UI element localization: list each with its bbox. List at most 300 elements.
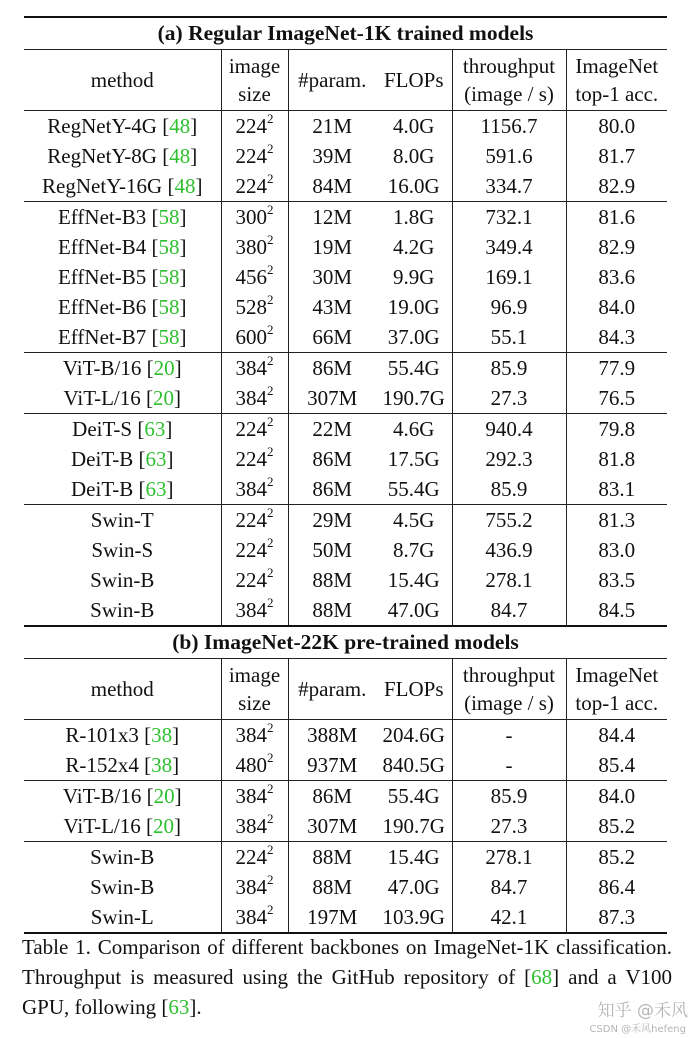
image-size-exponent: 2 — [267, 383, 274, 398]
table-row — [24, 595, 667, 626]
params-cell: 88M — [312, 598, 353, 622]
throughput-cell: 169.1 — [452, 262, 566, 292]
params-cell: 307M — [307, 386, 358, 410]
method-cell: EffNet-B6 [58] — [24, 292, 221, 322]
flops-cell: 15.4G — [376, 565, 452, 595]
header-top1-line1: ImageNet — [575, 54, 659, 78]
params-cell: 22M — [288, 414, 376, 445]
method-name: ViT-B/16 — [62, 784, 142, 808]
caption-text-2: ] and a V100 GPU, following [ — [22, 965, 672, 1019]
image-size-value: 224 — [235, 114, 267, 138]
header-params-line1: #param. — [298, 677, 367, 701]
flops-cell: 103.9G — [376, 902, 452, 933]
flops-cell: 4.5G — [376, 505, 452, 536]
section-title-row — [24, 17, 667, 50]
top1-cell: 85.4 — [598, 753, 636, 777]
image-size-cell — [221, 444, 288, 474]
throughput-cell: 85.9 — [452, 781, 566, 812]
image-size-value: 384 — [235, 598, 267, 622]
image-size-cell — [221, 414, 288, 445]
image-size-value: 384 — [235, 477, 267, 501]
image-size-exponent: 2 — [267, 171, 274, 186]
method-cell: EffNet-B3 [58] — [24, 202, 221, 233]
image-size-value: 600 — [235, 325, 267, 349]
top1-cell: 84.0 — [566, 781, 667, 812]
method-name: EffNet-B6 — [57, 295, 147, 319]
throughput-cell: 292.3 — [452, 444, 566, 474]
throughput-cell: 85.9 — [452, 353, 566, 384]
image-size-value: 384 — [235, 356, 267, 380]
image-size-cell — [221, 383, 288, 414]
table-row — [24, 505, 667, 536]
method-name: RegNetY-4G — [47, 114, 157, 138]
method-cell — [24, 595, 221, 626]
method-cell: ViT-L/16 [20] — [24, 811, 221, 842]
top1-cell: 82.9 — [598, 235, 636, 259]
header-throughput — [452, 50, 566, 111]
top1-cell: 77.9 — [566, 353, 667, 384]
section-title: (a) Regular ImageNet-1K trained models — [24, 17, 667, 50]
table-row — [24, 535, 667, 565]
top1-cell: 76.5 — [598, 386, 636, 410]
params-cell: 937M — [307, 753, 358, 777]
params-cell: 88M — [312, 568, 353, 592]
header-flops — [376, 50, 452, 111]
params-cell: 88M — [312, 875, 353, 899]
method-cell: RegNetY-8G [48] — [24, 141, 221, 171]
throughput-cell: 334.7 — [452, 171, 566, 202]
header-method: method — [24, 50, 221, 111]
throughput-cell: 84.7 — [452, 872, 566, 902]
top1-cell: 81.3 — [566, 505, 667, 536]
image-size-exponent: 2 — [267, 414, 274, 429]
method-cell: RegNetY-4G [48] — [24, 111, 221, 142]
method-cell: ViT-L/16 [20] — [24, 383, 221, 414]
method-cell: DeiT-S [63] — [24, 414, 221, 445]
caption-citation-1[interactable]: 68 — [531, 965, 553, 989]
header-throughput-line2: (image / s) — [464, 82, 554, 106]
image-size-exponent: 2 — [267, 292, 274, 307]
top1-cell: 83.6 — [598, 265, 636, 289]
table-row — [24, 444, 667, 474]
image-size-exponent: 2 — [267, 872, 274, 887]
method-cell — [24, 842, 221, 873]
citation-link[interactable]: 38 — [151, 723, 173, 747]
table-row — [24, 322, 667, 353]
table-row — [24, 171, 667, 202]
image-size-exponent: 2 — [267, 444, 274, 459]
top1-cell: 83.0 — [598, 538, 636, 562]
top1-cell: 86.4 — [598, 875, 636, 899]
params-cell: 12M — [288, 202, 376, 233]
top1-cell: 84.0 — [598, 295, 636, 319]
flops-cell: 16.0G — [376, 171, 452, 202]
section-title: (b) ImageNet-22K pre-trained models — [24, 626, 667, 659]
flops-cell: 190.7G — [376, 811, 452, 842]
method-cell — [24, 872, 221, 902]
image-size-value: 384 — [235, 905, 267, 929]
citation-link[interactable]: 58 — [158, 265, 180, 289]
flops-cell: 47.0G — [376, 595, 452, 626]
image-size-value: 224 — [235, 568, 267, 592]
flops-cell: 55.4G — [376, 474, 452, 505]
image-size-cell — [221, 781, 288, 812]
citation-link[interactable]: 20 — [153, 814, 175, 838]
image-size-cell — [221, 232, 288, 262]
params-cell: 39M — [312, 144, 353, 168]
method-cell: R-101x3 [38] — [24, 720, 221, 751]
image-size-exponent: 2 — [267, 322, 274, 337]
image-size-cell — [221, 171, 288, 202]
throughput-cell: 278.1 — [452, 842, 566, 873]
throughput-cell: 349.4 — [452, 232, 566, 262]
flops-cell: 55.4G — [376, 353, 452, 384]
image-size-value: 380 — [235, 235, 267, 259]
method-cell — [24, 535, 221, 565]
citation-link[interactable]: 20 — [153, 784, 175, 808]
method-cell — [24, 505, 221, 536]
image-size-exponent: 2 — [267, 262, 274, 277]
top1-cell: 85.2 — [598, 814, 636, 838]
params-cell: 86M — [312, 447, 353, 471]
method-name: Swin-S — [91, 538, 154, 562]
header-flops-line1: FLOPs — [383, 677, 444, 701]
method-cell: DeiT-B [63] — [24, 444, 221, 474]
caption-text-1: Table 1. Comparison of different backbones on ImageNet-1K classification. Throughput is measured using the GitHub repository of [ — [22, 935, 672, 989]
flops-cell: 840.5G — [376, 750, 452, 781]
header-throughput — [452, 659, 566, 720]
image-size-exponent: 2 — [267, 811, 274, 826]
image-size-exponent: 2 — [267, 474, 274, 489]
method-cell: EffNet-B7 [58] — [24, 322, 221, 353]
header-top1-line1: ImageNet — [575, 663, 659, 687]
image-size-cell — [221, 872, 288, 902]
image-size-exponent: 2 — [267, 781, 274, 796]
params-cell: 50M — [312, 538, 353, 562]
throughput-cell: 436.9 — [452, 535, 566, 565]
flops-cell: 190.7G — [376, 383, 452, 414]
params-cell: 43M — [312, 295, 353, 319]
header-top1 — [566, 659, 667, 720]
image-size-value: 224 — [235, 417, 267, 441]
section-title-row — [24, 626, 667, 659]
header-image-size-line1: image — [228, 54, 281, 78]
citation-link[interactable]: 38 — [151, 753, 173, 777]
header-image-size — [221, 659, 288, 720]
method-name: RegNetY-8G — [47, 144, 157, 168]
flops-cell: 204.6G — [376, 720, 452, 751]
table-caption — [22, 932, 672, 1022]
image-size-cell — [221, 842, 288, 873]
image-size-cell — [221, 811, 288, 842]
citation-link[interactable]: 63 — [144, 417, 166, 441]
table-row — [24, 262, 667, 292]
citation-link[interactable]: 58 — [158, 205, 180, 229]
params-cell: 84M — [312, 174, 353, 198]
image-size-exponent: 2 — [267, 202, 274, 217]
image-size-value: 224 — [235, 144, 267, 168]
params-cell: 30M — [312, 265, 353, 289]
method-name: Swin-B — [90, 875, 155, 899]
throughput-cell: 1156.7 — [452, 111, 566, 142]
top1-cell: 87.3 — [566, 902, 667, 933]
throughput-cell: 27.3 — [452, 811, 566, 842]
table-row — [24, 353, 667, 384]
image-size-value: 224 — [235, 845, 267, 869]
citation-link[interactable]: 48 — [174, 174, 196, 198]
citation-link[interactable]: 48 — [169, 144, 191, 168]
throughput-cell: - — [452, 750, 566, 781]
throughput-cell: 278.1 — [452, 565, 566, 595]
image-size-exponent: 2 — [267, 720, 274, 735]
throughput-cell: 591.6 — [452, 141, 566, 171]
method-name: Swin-T — [90, 508, 154, 532]
image-size-cell — [221, 505, 288, 536]
flops-cell: 4.2G — [376, 232, 452, 262]
throughput-cell: 755.2 — [452, 505, 566, 536]
table-row — [24, 232, 667, 262]
image-size-cell — [221, 262, 288, 292]
citation-link[interactable]: 58 — [158, 295, 180, 319]
header-image-size-line2: size — [238, 82, 271, 106]
citation-link[interactable]: 58 — [158, 235, 180, 259]
top1-cell: 80.0 — [598, 114, 636, 138]
params-cell: 19M — [312, 235, 353, 259]
image-size-cell — [221, 202, 288, 233]
table-row — [24, 141, 667, 171]
image-size-value: 300 — [235, 205, 267, 229]
method-name: ViT-L/16 — [63, 814, 141, 838]
method-name: DeiT-S — [72, 417, 133, 441]
header-flops-line1: FLOPs — [383, 68, 444, 92]
table-row — [24, 842, 667, 873]
throughput-cell: 55.1 — [452, 322, 566, 353]
watermark-csdn: CSDN @禾风hefeng — [589, 1024, 686, 1035]
method-cell: EffNet-B4 [58] — [24, 232, 221, 262]
image-size-cell — [221, 565, 288, 595]
citation-link[interactable]: 48 — [169, 114, 191, 138]
header-top1-line2: top-1 acc. — [575, 691, 659, 715]
method-name: Swin-B — [90, 568, 155, 592]
image-size-exponent: 2 — [267, 505, 274, 520]
throughput-cell: 940.4 — [452, 414, 566, 445]
flops-cell: 47.0G — [376, 872, 452, 902]
method-cell — [24, 902, 221, 933]
image-size-value: 456 — [235, 265, 267, 289]
caption-citation-2[interactable]: 63 — [168, 995, 190, 1019]
params-cell: 86M — [312, 477, 353, 501]
params-cell: 88M — [288, 842, 376, 873]
top1-cell: 82.9 — [598, 174, 636, 198]
method-cell: EffNet-B5 [58] — [24, 262, 221, 292]
method-name: EffNet-B7 — [57, 325, 147, 349]
table-row — [24, 872, 667, 902]
image-size-exponent: 2 — [267, 565, 274, 580]
flops-cell: 9.9G — [376, 262, 452, 292]
params-cell: 21M — [312, 114, 353, 138]
caption-text-3: ]. — [189, 995, 202, 1019]
comparison-table — [24, 16, 667, 934]
header-throughput-line1: throughput — [462, 663, 556, 687]
header-params — [288, 50, 376, 111]
throughput-cell: 85.9 — [452, 474, 566, 505]
table-row — [24, 292, 667, 322]
header-params — [288, 659, 376, 720]
params-cell: 86M — [288, 353, 376, 384]
throughput-cell: - — [452, 720, 566, 751]
top1-cell: 85.2 — [566, 842, 667, 873]
image-size-cell — [221, 292, 288, 322]
citation-link[interactable]: 63 — [145, 477, 167, 501]
top1-cell: 84.5 — [598, 598, 636, 622]
header-method: method — [24, 659, 221, 720]
method-name: R-101x3 — [65, 723, 139, 747]
image-size-exponent: 2 — [267, 902, 274, 917]
method-name: R-152x4 — [65, 753, 139, 777]
table-row — [24, 720, 667, 751]
citation-link[interactable]: 63 — [145, 447, 167, 471]
header-image-size-line1: image — [228, 663, 281, 687]
method-cell: ViT-B/16 [20] — [24, 781, 221, 812]
image-size-cell — [221, 750, 288, 781]
image-size-exponent: 2 — [267, 595, 274, 610]
throughput-cell: 732.1 — [452, 202, 566, 233]
table-row — [24, 750, 667, 781]
top1-cell: 81.7 — [598, 144, 636, 168]
flops-cell: 1.8G — [376, 202, 452, 233]
citation-link[interactable]: 58 — [158, 325, 180, 349]
image-size-exponent: 2 — [267, 141, 274, 156]
header-image-size — [221, 50, 288, 111]
image-size-value: 224 — [235, 508, 267, 532]
image-size-value: 384 — [235, 723, 267, 747]
method-name: RegNetY-16G — [42, 174, 163, 198]
flops-cell: 19.0G — [376, 292, 452, 322]
image-size-exponent: 2 — [267, 111, 274, 126]
image-size-exponent: 2 — [267, 750, 274, 765]
throughput-cell: 27.3 — [452, 383, 566, 414]
table-row — [24, 781, 667, 812]
image-size-value: 480 — [235, 753, 267, 777]
citation-link[interactable]: 20 — [153, 356, 175, 380]
image-size-cell — [221, 535, 288, 565]
method-name: DeiT-B — [71, 477, 134, 501]
table-row — [24, 565, 667, 595]
throughput-cell: 42.1 — [452, 902, 566, 933]
flops-cell: 15.4G — [376, 842, 452, 873]
image-size-value: 224 — [235, 447, 267, 471]
image-size-cell — [221, 322, 288, 353]
table-row — [24, 902, 667, 933]
image-size-value: 384 — [235, 784, 267, 808]
top1-cell: 81.8 — [598, 447, 636, 471]
flops-cell: 8.7G — [376, 535, 452, 565]
method-name: ViT-L/16 — [63, 386, 141, 410]
top1-cell: 83.5 — [598, 568, 636, 592]
method-name: DeiT-B — [71, 447, 134, 471]
params-cell: 66M — [312, 325, 353, 349]
table-row — [24, 811, 667, 842]
column-header-row — [24, 659, 667, 720]
throughput-cell: 96.9 — [452, 292, 566, 322]
flops-cell: 55.4G — [376, 781, 452, 812]
top1-cell: 81.6 — [566, 202, 667, 233]
top1-cell: 79.8 — [566, 414, 667, 445]
flops-cell: 4.0G — [376, 111, 452, 142]
image-size-value: 528 — [235, 295, 267, 319]
method-name: Swin-L — [90, 905, 154, 929]
method-cell: R-152x4 [38] — [24, 750, 221, 781]
image-size-value: 384 — [235, 875, 267, 899]
top1-cell: 84.4 — [598, 723, 636, 747]
flops-cell: 37.0G — [376, 322, 452, 353]
image-size-value: 384 — [235, 386, 267, 410]
params-cell: 307M — [307, 814, 358, 838]
header-top1-line2: top-1 acc. — [575, 82, 659, 106]
table-row — [24, 414, 667, 445]
flops-cell: 17.5G — [376, 444, 452, 474]
header-flops — [376, 659, 452, 720]
image-size-exponent: 2 — [267, 535, 274, 550]
params-cell: 388M — [307, 723, 358, 747]
image-size-cell — [221, 353, 288, 384]
method-cell: ViT-B/16 [20] — [24, 353, 221, 384]
method-name: Swin-B — [90, 598, 155, 622]
citation-link[interactable]: 20 — [153, 386, 175, 410]
method-name: EffNet-B5 — [57, 265, 147, 289]
image-size-cell — [221, 474, 288, 505]
image-size-cell — [221, 111, 288, 142]
flops-cell: 4.6G — [376, 414, 452, 445]
method-cell: DeiT-B [63] — [24, 474, 221, 505]
header-image-size-line2: size — [238, 691, 271, 715]
image-size-exponent: 2 — [267, 842, 274, 857]
top1-cell: 83.1 — [598, 477, 636, 501]
table-row — [24, 474, 667, 505]
throughput-cell: 84.7 — [452, 595, 566, 626]
table-row — [24, 111, 667, 142]
method-cell: RegNetY-16G [48] — [24, 171, 221, 202]
header-throughput-line1: throughput — [462, 54, 556, 78]
method-name: EffNet-B4 — [57, 235, 147, 259]
image-size-value: 224 — [235, 538, 267, 562]
flops-cell: 8.0G — [376, 141, 452, 171]
image-size-exponent: 2 — [267, 232, 274, 247]
image-size-exponent: 2 — [267, 353, 274, 368]
image-size-cell — [221, 720, 288, 751]
params-cell: 86M — [288, 781, 376, 812]
header-top1 — [566, 50, 667, 111]
image-size-value: 384 — [235, 814, 267, 838]
method-name: ViT-B/16 — [62, 356, 142, 380]
image-size-cell — [221, 902, 288, 933]
column-header-row — [24, 50, 667, 111]
header-params-line1: #param. — [298, 68, 367, 92]
table-row — [24, 202, 667, 233]
params-cell: 197M — [288, 902, 376, 933]
method-name: Swin-B — [90, 845, 155, 869]
method-name: EffNet-B3 — [57, 205, 147, 229]
image-size-cell — [221, 141, 288, 171]
image-size-value: 224 — [235, 174, 267, 198]
table-row — [24, 383, 667, 414]
top1-cell: 84.3 — [598, 325, 636, 349]
method-cell — [24, 565, 221, 595]
params-cell: 29M — [288, 505, 376, 536]
watermark-zhihu: 知乎 @禾风 — [597, 1001, 688, 1021]
image-size-cell — [221, 595, 288, 626]
header-throughput-line2: (image / s) — [464, 691, 554, 715]
